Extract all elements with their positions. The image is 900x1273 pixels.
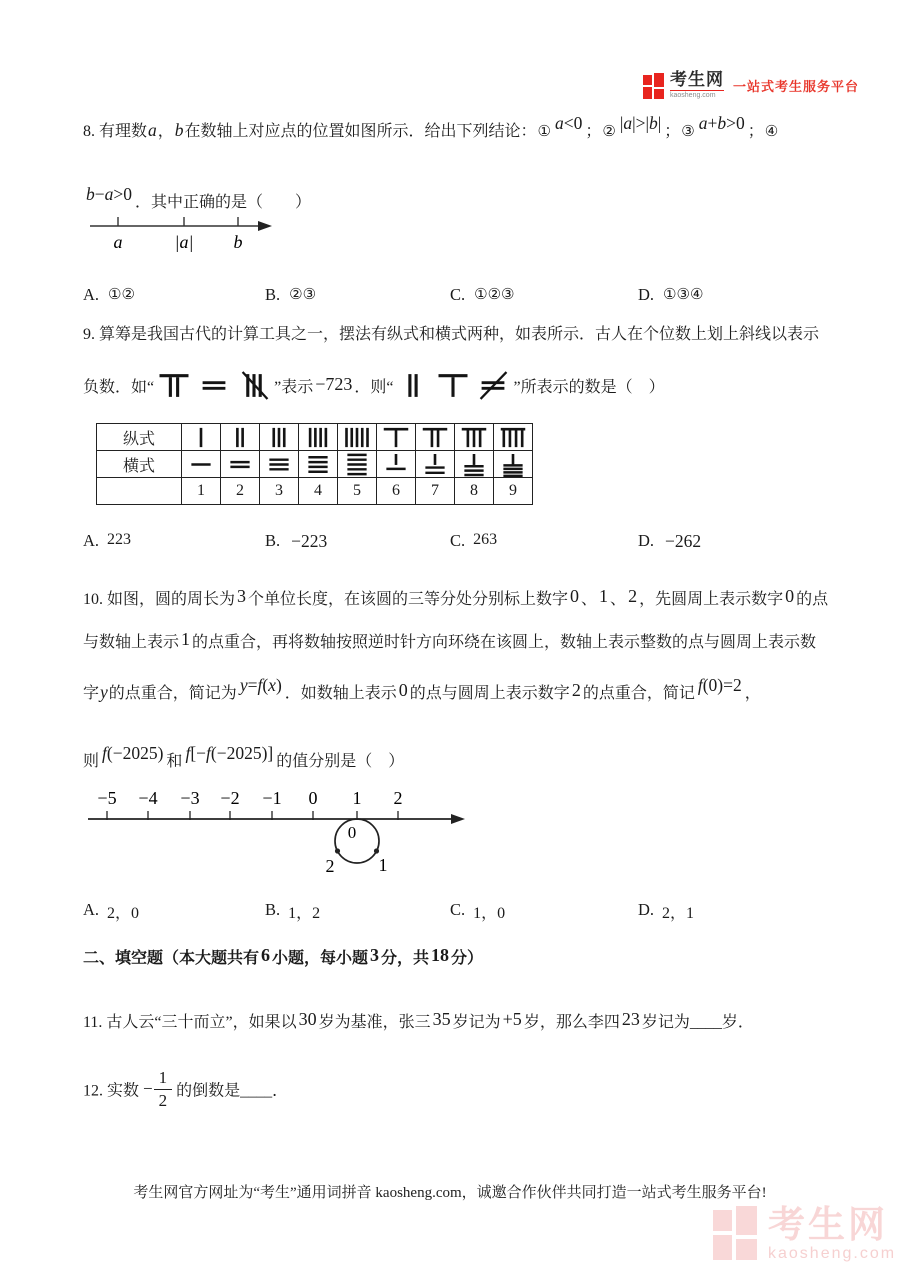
text-segment: 12. 实数 [83,1082,140,1100]
table-row [97,478,533,505]
number: 1 [599,586,609,606]
text-segment: 岁为基准，张三 [318,1014,431,1031]
text-segment: 的点与圆周上表示数字 [409,685,570,702]
circled-numbers: ④ [764,121,779,140]
option-A [83,900,265,923]
question-9-line-1 [83,323,873,347]
table-cell [338,424,377,451]
number: 23 [621,1009,640,1029]
table-cell: 2 [221,478,260,505]
axis-label-b: b [233,232,243,252]
watermark-domain-text: kaosheng.com [768,1245,897,1262]
circle-label-right: 1 [378,855,388,875]
text-segment: 、 [581,591,598,608]
table-cell [494,424,533,451]
option-D [638,285,704,305]
question-10-line-1 [83,583,873,612]
question-9-line-2 [83,371,873,400]
counting-rod-v6 [382,425,410,450]
counting-rod-h2s [476,371,510,400]
text-segment: 的点重合，再将数轴按照逆时针方向环绕在该圆上，数轴上表示整数的点与圆周上表示数 [192,634,817,651]
circled-numbers: ① [537,121,551,140]
formula: a+b>0 [698,113,745,133]
text-segment: ．其中正确的是（ ） [135,194,312,211]
watermark-text-block [768,1203,897,1262]
number: 2 [571,680,581,700]
text-segment: 的点 [796,591,829,608]
table-cell [455,451,494,478]
counting-rod-v2 [226,425,254,450]
option-letter: B. [265,285,281,304]
footer-text: 考生网官方网址为“考生”通用词拼音 kaosheng.com，诚邀合作伙伴共同打造一站式考生服务平台! [133,1185,767,1201]
number: 35 [432,1009,451,1029]
formula: −223 [291,531,328,551]
math-var: b [174,120,184,140]
text-segment: ．则“ [354,379,394,396]
table-cell [377,424,416,451]
circled-numbers: ②③ [289,285,317,303]
counting-rod-h1 [187,452,215,477]
tick-label: −4 [138,788,158,808]
text-segment: 在数轴上对应点的位置如图所示．给出下列结论： [184,123,537,140]
text-segment: ， [744,685,761,702]
text-segment: 1，2 [288,905,321,922]
text-segment: ．如数轴上表示 [284,685,397,702]
table-cell [221,451,260,478]
text-segment: 11. 古人云“三十而立”，如果以 [83,1014,297,1031]
kaosheng-logo-icon [643,73,665,99]
text-segment: 9. 算筹是我国古代的计算工具之一，摆法有纵式和横式两种，如表所示．古人在个位数上划上斜线以表示 [83,326,820,343]
math-var: a [148,120,157,140]
formula: b−a>0 [86,184,132,204]
logo-domain-text: kaosheng.com [670,90,724,99]
text-segment: ； [585,123,602,140]
text-segment: 则 [83,753,100,770]
tick-label: −1 [262,788,282,808]
counting-rod-h7 [421,452,449,477]
text-segment: 岁，那么李四 [523,1014,620,1031]
tick-label: 1 [352,788,362,808]
text-segment: 个单位长度，在该圆的三等分处分别标上数字 [248,591,569,608]
table-row-label: 横式 [97,451,182,478]
text-segment: 8. 有理数 [83,123,148,140]
counting-rod-h2 [226,452,254,477]
text-segment: 与数轴上表示 [83,634,180,651]
formula: a<0 [555,113,583,133]
math-var: y [100,682,108,702]
number: 18 [431,945,450,965]
option-letter: A. [83,900,100,919]
table-cell: 6 [377,478,416,505]
text-segment: 223 [107,531,132,548]
text-segment: 的倒数是____． [176,1082,289,1100]
question-8-number-line-figure [88,212,280,262]
text-segment: 字 [83,685,100,702]
text-segment: 1，0 [473,905,506,922]
logo-brand-text: 考生网 [670,70,724,90]
counting-rod-v1 [187,425,215,450]
counting-rod-v3s [237,371,271,400]
question-8-line-1 [83,110,873,144]
number: 30 [298,1009,317,1029]
option-B [265,531,450,552]
formula: f[−f(−2025)] [185,743,274,763]
question-10-number-line-circle-figure [85,786,485,886]
option-C [450,531,638,552]
table-cell: 1 [182,478,221,505]
table-cell [182,424,221,451]
text-segment: 负数．如“ [83,379,155,396]
table-cell: 4 [299,478,338,505]
counting-rod-v8 [460,425,488,450]
kaosheng-watermark-icon [713,1206,759,1262]
table-cell [377,451,416,478]
tick-label: −3 [180,788,200,808]
table-cell: 5 [338,478,377,505]
table-cell: 7 [416,478,455,505]
option-B [265,900,450,923]
circled-numbers: ①②③ [474,285,515,303]
table-cell [338,451,377,478]
tick-label: 2 [393,788,403,808]
option-letter: B. [265,900,281,919]
question-10-line-2 [83,626,873,655]
table-row-label [97,478,182,505]
number: 3 [370,945,380,965]
text-segment: 263 [473,531,498,548]
question-11-line-1 [83,1006,873,1035]
circle-label-left: 2 [325,856,335,876]
logo-text-block [670,72,724,99]
table-row-label: 纵式 [97,424,182,451]
circled-numbers: ② [602,121,616,140]
wrapped-circle [335,819,379,863]
counting-rod-v7 [157,371,191,400]
text-segment: 分，共 [381,950,430,967]
text-segment: 的点重合，简记为 [108,685,237,702]
question-9-options [83,531,873,552]
kaosheng-logo [643,72,859,99]
counting-rod-v7 [421,425,449,450]
table-cell [221,424,260,451]
option-letter: C. [450,285,466,304]
table-cell [182,451,221,478]
table-cell [416,424,455,451]
table-cell [299,451,338,478]
number: +5 [502,1009,522,1029]
option-letter: D. [638,531,655,550]
number: 2 [628,586,638,606]
text-segment: ， [157,123,174,140]
counting-rod-h5 [343,452,371,477]
option-letter: D. [638,285,655,304]
question-10-options [83,900,873,923]
question-8-line-2 [83,181,873,215]
logo-tagline: 一站式考生服务平台 [733,80,860,95]
axis-label-abs-a: |a| [174,232,194,252]
option-letter: A. [83,285,100,304]
option-D [638,900,694,923]
counting-rod-h8 [460,452,488,477]
counting-rod-h9 [499,452,527,477]
watermark-brand-text: 考生网 [768,1203,888,1246]
kaosheng-watermark [713,1203,897,1262]
counting-rod-table [96,423,533,505]
question-12-line-1 [83,1068,873,1110]
number: 0 [398,680,408,700]
tick-label: 0 [308,788,318,808]
table-cell [299,424,338,451]
section-2-heading [83,945,483,969]
circled-numbers: ①③④ [663,285,704,303]
text-segment: 二、填空题（本大题共有 [83,950,260,967]
number: 3 [237,586,247,606]
table-row [97,424,533,451]
fraction: − $\frac{1}{2}$ [143,1068,172,1110]
text-segment: 小题，每小题 [272,950,369,967]
table-cell [416,451,455,478]
option-A [83,531,265,552]
option-letter: A. [83,531,100,550]
tick-label: −2 [220,788,240,808]
counting-rod-v6 [436,371,470,400]
formula: −262 [665,531,702,551]
number: 0 [785,586,795,606]
table-cell: 3 [260,478,299,505]
tick-label: −5 [97,788,117,808]
counting-rod-h4 [304,452,332,477]
option-letter: C. [450,900,466,919]
circled-numbers: ①② [108,285,135,303]
number: 6 [261,945,271,965]
table-cell [494,451,533,478]
table-cell: 8 [455,478,494,505]
text-segment: ”所表示的数是（ ） [513,379,665,396]
number: 1 [181,629,191,649]
text-segment: 分） [451,950,484,967]
formula: f(0)=2 [697,675,742,695]
table-cell [260,451,299,478]
question-8-options [83,285,873,305]
counting-rod-v2 [396,371,430,400]
text-segment: ，先圆周上表示数字 [639,591,784,608]
formula: f(−2025) [102,743,164,763]
number: −723 [315,374,353,394]
counting-rod-v3 [265,425,293,450]
text-segment: 的点重合，简记 [582,685,695,702]
option-D [638,531,704,552]
text-segment: 、 [610,591,627,608]
option-letter: B. [265,531,281,550]
text-segment: 2，1 [662,905,695,922]
formula: |a|>|b| [619,113,662,133]
text-segment: ”表示 [274,379,314,396]
text-segment: 的值分别是（ ） [276,753,405,770]
option-B [265,285,450,305]
option-C [450,285,638,305]
text-segment: 和 [166,753,183,770]
option-letter: D. [638,900,655,919]
circled-numbers: ③ [681,121,695,140]
text-segment: ； [747,123,764,140]
option-A [83,285,265,305]
question-10-line-4 [83,740,873,774]
option-C [450,900,638,923]
counting-rod-table-wrap [96,423,533,505]
table-row [97,451,533,478]
number: 0 [570,586,580,606]
option-letter: C. [450,531,466,550]
text-segment: 2，0 [107,905,140,922]
text-segment: ； [664,123,681,140]
counting-rod-v9 [499,425,527,450]
formula: y=f(x) [239,675,282,695]
axis-label-a: a [113,232,123,252]
table-cell [455,424,494,451]
counting-rod-h6 [382,452,410,477]
table-cell [260,424,299,451]
counting-rod-h2 [197,371,231,400]
counting-rod-v5 [343,425,371,450]
counting-rod-v4 [304,425,332,450]
text-segment: 岁记为 [452,1014,501,1031]
text-segment: 10. 如图，圆的周长为 [83,591,236,608]
counting-rod-h3 [265,452,293,477]
text-segment: 岁记为____岁． [641,1014,754,1031]
table-cell: 9 [494,478,533,505]
question-10-line-3 [83,672,873,706]
circle-label-top: 0 [347,823,357,842]
